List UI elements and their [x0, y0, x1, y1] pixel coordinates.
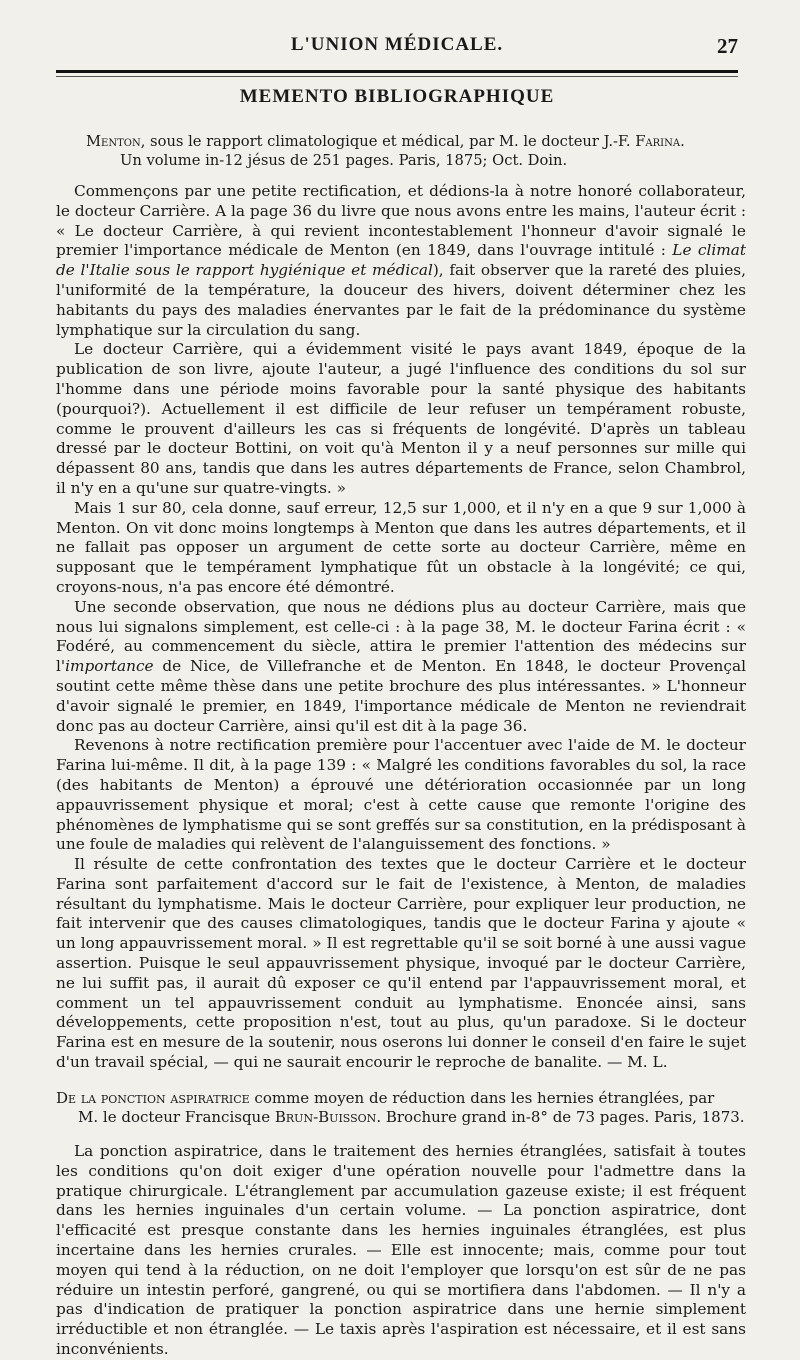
review1-heading-line2: Un volume in-12 jésus de 251 pages. Paris, 1875; Oct. Doin.	[120, 152, 568, 169]
article-body	[56, 132, 746, 1360]
heading-text: M. le docteur Francisque	[78, 1108, 275, 1127]
review1-paragraph-2: Le docteur Carrière, qui a évidemment visité le pays avant 1849, époque de la publication de son livre, ajoute l'auteur, a jugé l'influence des conditions du sol sur l'homme dans une période moins favorable pour la santé physique des habitants (pourquoi?). Actuellement il est difficile de leur refuser un tempérament robuste, comme le prouvent d'ailleurs les cas si fréquents de longévité. D'après un tableau dressé par le docteur Bottini, on voit qu'à Menton il y a neuf personnes sur mille qui dépassent 80 ans, tandis que dans les autres départements de France, selon Chambrol, il n'y en a qu'une sur quatre-vingts. »	[56, 340, 746, 497]
review2-author: Brun-Buisson	[274, 1108, 377, 1127]
paragraph-text: ), fait observer que la rareté des pluies, l'uniformité de la température, la douceur des hivers, doivent déterminer chez les habitants du pays des maladies énervantes par le fait de la prédominance du système lymphatique sur la circulation du sang.	[56, 261, 746, 339]
review1-author: Farina.	[635, 133, 685, 150]
italic-word: importance	[65, 657, 154, 676]
review2-heading-line2	[78, 1108, 746, 1128]
review1-title: Menton,	[86, 133, 146, 150]
header-rule-thin	[56, 76, 738, 77]
review2-title: De la ponction aspiratrice	[56, 1088, 250, 1107]
running-header	[56, 34, 738, 64]
paragraph-text: de Nice, de Villefranche et de Menton. En 1848, le docteur Provençal soutint cette même thèse dans une petite brochure des plus intéressantes. » L'honneur d'avoir signalé le premier, en 1849, l'importance médicale de Menton ne reviendrait donc pas au docteur Carrière, ainsi qu'il est dit à la page 36.	[56, 657, 746, 735]
review1-paragraph-1	[56, 182, 746, 340]
review1-heading-text: sous le rapport climatologique et médical, par M. le docteur J.-F.	[145, 133, 636, 150]
review2-heading	[56, 1089, 746, 1109]
heading-text: . Brochure grand in-8° de 73 pages. Paris, 1873.	[376, 1108, 745, 1127]
page-number: 27	[717, 34, 738, 58]
book-title-italic: Le climat de l'Italie sous le rapport hygiénique et médical	[56, 241, 747, 280]
review1-heading	[56, 132, 746, 151]
section-title: MEMENTO BIBLIOGRAPHIQUE	[239, 86, 555, 107]
review2-paragraph-1: La ponction aspiratrice, dans le traitement des hernies étranglées, satisfait à toutes les conditions qu'on doit exiger d'une opération nouvelle pour l'admettre dans la pratique chirurgicale. L'étranglement par accumulation gazeuse existe; il est fréquent dans les hernies inguinales d'un certain volume. — La ponction aspiratrice, dont l'efficacité est presque constante dans les hernies inguinales étranglées, est plus incertaine dans les hernies crurales. — Elle est innocente; mais, comme pour tout moyen qui tend à la réduction, on ne doit l'employer que lorsqu'on est sûr de ne pas réduire un intestin perforé, gangrené, ou qui se mortifiera dans l'abdomen. — Il n'y a pas d'indication de pratiquer la ponction aspiratrice dans une hernie simplement irréductible et non étranglée. — Le taxis après l'aspiration est nécessaire, et il est sans inconvénients.	[56, 1142, 746, 1359]
review1-paragraph-4	[56, 598, 746, 737]
review2-heading-text: comme moyen de réduction dans les hernies étranglées, par	[249, 1088, 715, 1107]
paragraph-text: Il résulte de cette confrontation des textes que le docteur Carrière et le docteur Farina sont parfaitement d'accord sur le fait de l'existence, à Menton, de maladies résultant du lymphatisme. Mais le docteur Carrière, pour expliquer leur production, ne fait intervenir que des causes climatologiques, tandis que le docteur Farina y ajoute « un long appauvrissement moral. » Il est regrettable qu'il se soit borné à une aussi vague assertion. Puisque le seul appauvrissement physique, invoqué par le docteur Carrière, ne lui suffit pas, il aurait dû exposer ce qu'il entend par l'appauvrissement moral, et comment un tel appauvrissement conduit au lymphatisme. Enoncée ainsi, sans développements, cette proposition n'est, tout au plus, qu'un paradoxe. Si le docteur Farina est en mesure de la soutenir, nous oserons lui donner le conseil d'en faire le sujet d'un travail spécial, — qui ne saurait encourir le reproche de banalite.	[56, 855, 746, 1072]
review1-paragraph-3: Mais 1 sur 80, cela donne, sauf erreur, 12,5 sur 1,000, et il n'y en a que 9 sur 1,000 à Menton. On vit donc moins longtemps à Menton que dans les autres départements, et il ne fallait pas opposer un argument de cette sorte au docteur Carrière, même en supposant que le tempérament lymphatique fût un obstacle à la longévité; ce qui, croyons-nous, n'a pas encore été démontré.	[56, 498, 746, 596]
review1-signature: — M. L.	[606, 1053, 668, 1072]
paragraph-text: Commençons par une petite rectification, et dédions-la à notre honoré collaborateur, le docteur Carrière. A la page 36 du livre que nous avons entre les mains, l'auteur écrit : « Le docteur Carrière, à qui revient incontestablement l'honneur d'avoir signalé le premier l'importance médicale de Menton (en 1849, dans l'ouvrage intitulé :	[56, 182, 746, 260]
running-title: L'UNION MÉDICALE.	[290, 34, 504, 55]
review1-paragraph-5: Revenons à notre rectification première pour l'accentuer avec l'aide de M. le docteur Farina lui-même. Il dit, à la page 139 : « Malgré les conditions favorables du sol, la race (des habitants de Menton) a éprouvé une détérioration occasionnée par un long appauvrissement physique et moral; c'est à cette cause que remonte l'origine des phénomènes de lymphatisme qui se sont greffés sur sa constitution, en la prédisposant à une foule de maladies qui relèvent de l'alanguissement des fonctions. »	[56, 736, 746, 854]
header-rule	[56, 70, 738, 73]
review1-paragraph-6	[56, 855, 746, 1073]
paragraph-text: Une seconde observation, que nous ne dédions plus au docteur Carrière, mais que nous lui signalons simplement, est celle-ci : à la page 38, M. le docteur Farina écrit : « Fodéré, au commencement du siècle, attira le premier l'attention des médecins sur l'	[56, 597, 746, 676]
